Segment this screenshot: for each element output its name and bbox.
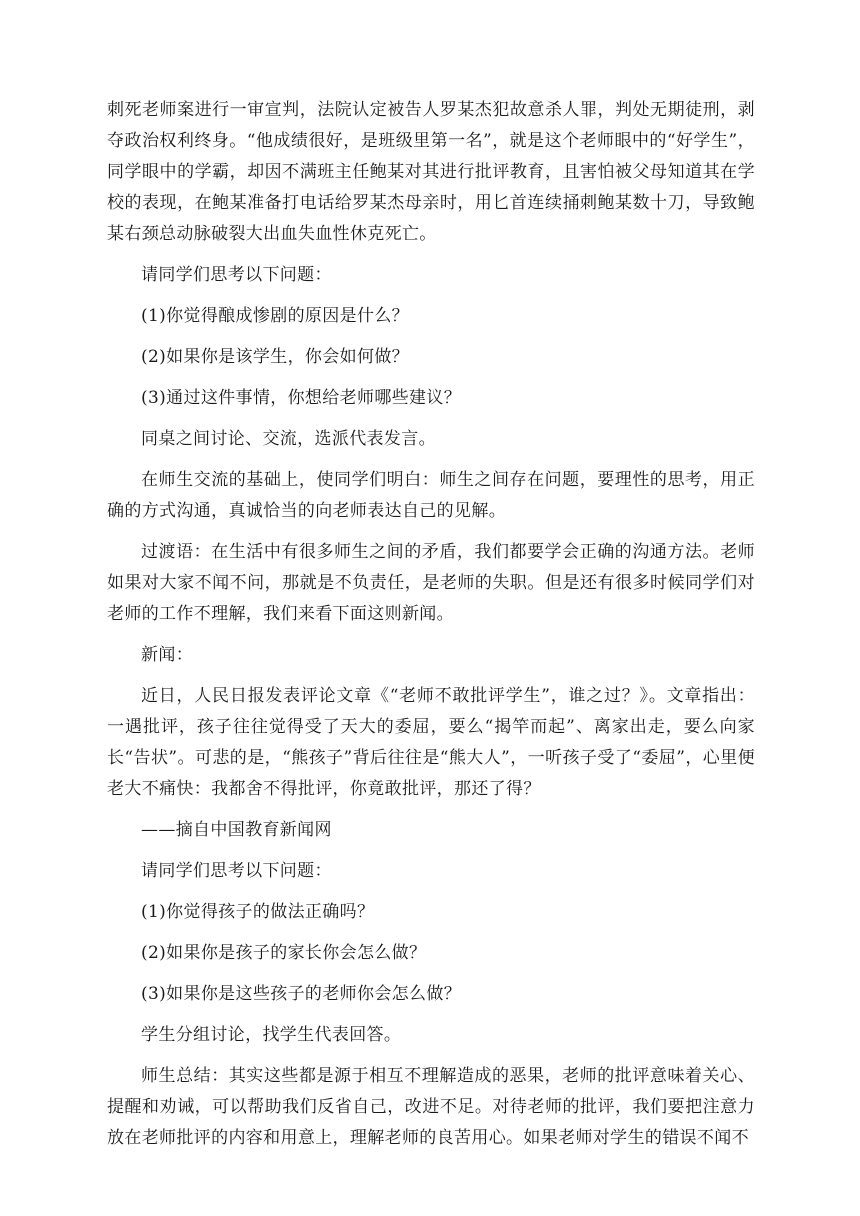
question-4: (1)你觉得孩子的做法正确吗？ <box>141 902 375 922</box>
question-3: (3)通过这件事情，你想给老师哪些建议？ <box>141 388 462 408</box>
paragraph-conclusion-1: 在师生交流的基础上，使同学们明白：师生之间存在问题，要理性的思考，用正确的方式沟通，真诚恰当的向老师表达自己的见解。 <box>107 470 755 521</box>
paragraph-news-label: 新闻： <box>141 645 194 665</box>
paragraph-discussion: 同桌之间讨论、交流，选派代表发言。 <box>141 429 436 449</box>
question-2: (2)如果你是该学生，你会如何做？ <box>141 347 410 367</box>
paragraph-summary: 师生总结：其实这些都是源于相互不理解造成的恶果，老师的批评意味着关心、提醒和劝诫，可以帮助我们反省自己，改进不足。对待老师的批评，我们要把注意力放在老师批评的内容和用意上，理解老师的良苦用心。如果老师对学生的错误不闻不 <box>107 1066 755 1148</box>
document-body <box>107 95 755 1154</box>
paragraph-transition: 过渡语：在生活中有很多师生之间的矛盾，我们都要学会正确的沟通方法。老师如果对大家不闻不问，那就是不负责任，是老师的失职。但是还有很多时候同学们对老师的工作不理解，我们来看下面这则新闻。 <box>107 542 755 624</box>
paragraph-case-summary: 刺死老师案进行一审宣判，法院认定被告人罗某杰犯故意杀人罪，判处无期徒刑，剥夺政治权利终身。“他成绩很好，是班级里第一名”，就是这个老师眼中的“好学生”，同学眼中的学霸，却因不满班主任鲍某对其进行批评教育，且害怕被父母知道其在学校的表现，在鲍某准备打电话给罗某杰母亲时，用匕首连续捅刺鲍某数十刀，导致鲍某右颈总动脉破裂大出血失血性休克死亡。 <box>107 100 755 244</box>
question-6: (3)如果你是这些孩子的老师你会怎么做？ <box>141 984 462 1004</box>
paragraph-group-discussion: 学生分组讨论，找学生代表回答。 <box>141 1025 402 1045</box>
paragraph-news-body: 近日，人民日报发表评论文章《“老师不敢批评学生”，谁之过？》。文章指出：一遇批评，孩子往往觉得受了天大的委屈，要么“揭竿而起”、离家出走，要么向家长“告状”。可悲的是，“熊孩子”背后往往是“熊大人”，一听孩子受了“委屈”，心里便老大不痛快：我都舍不得批评，你竟敢批评，那还了得？ <box>107 686 755 799</box>
paragraph-source: ——摘自中国教育新闻网 <box>141 820 332 840</box>
paragraph-think-prompt-2: 请同学们思考以下问题： <box>141 861 332 881</box>
paragraph-think-prompt: 请同学们思考以下问题： <box>141 265 332 285</box>
question-5: (2)如果你是孩子的家长你会怎么做？ <box>141 943 427 963</box>
question-1: (1)你觉得酿成惨剧的原因是什么？ <box>141 306 410 326</box>
